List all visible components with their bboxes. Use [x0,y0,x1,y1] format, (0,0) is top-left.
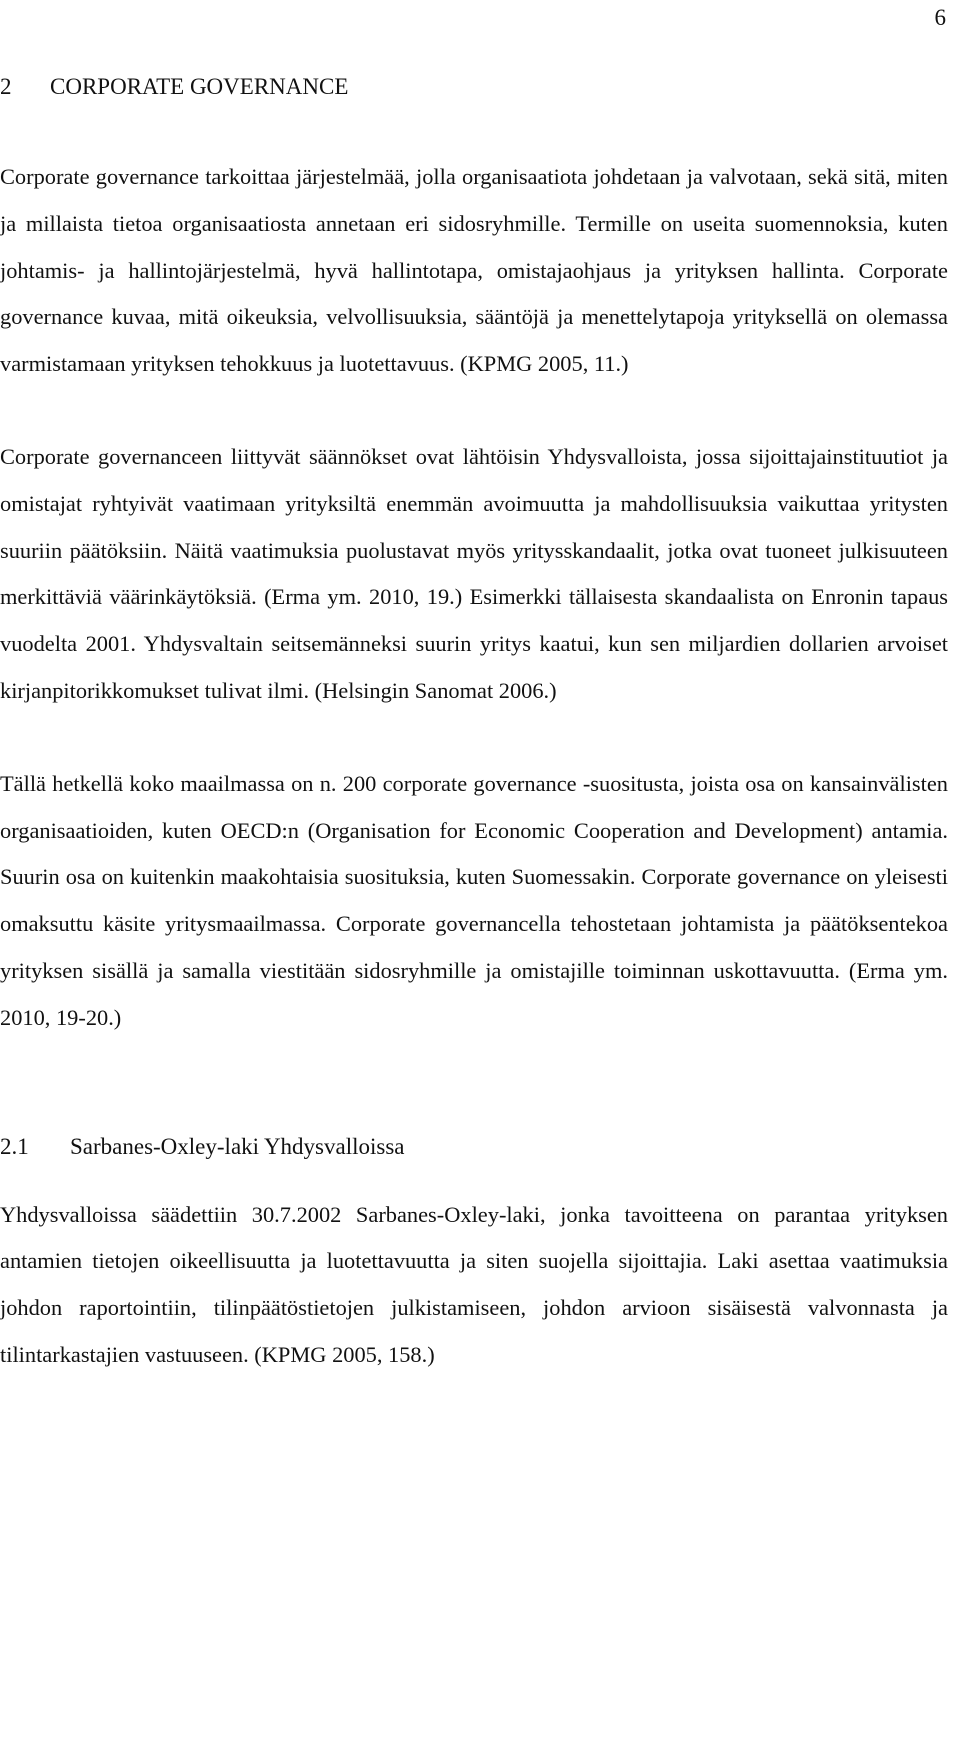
paragraph-recommendations: Tällä hetkellä koko maailmassa on n. 200 corporate governance -suositusta, joista osa on kansainvälisten organisaatioiden, kuten OECD:n (Organisation for Economic Cooperation and Development) antamia. Suurin osa on kuitenkin maakohtaisia suosituksia, kuten Suomessakin. Corporate governance on yleisesti omaksuttu käsite yritysmaailmassa. Corporate governancella tehostetaan johtamista ja päätöksentekoa yrityksen sisällä ja samalla viestitään sidosryhmille ja omistajille toiminnan uskottavuutta. (Erma ym. 2010, 19-20.) [0,770,948,1030]
subsection-title: Sarbanes-Oxley-laki Yhdysvalloissa [70,1133,405,1159]
page-number: 6 [934,5,946,30]
section-title: CORPORATE GOVERNANCE [50,74,349,99]
subsection-heading [0,1132,948,1162]
document-body [0,72,948,1379]
paragraph-definition: Corporate governance tarkoittaa järjestelmää, jolla organisaatiota johdetaan ja valvotaan, sekä sitä, miten ja millaista tietoa organisaatiosta annetaan eri sidosryhmille. Termille on useita suomennoksia, kuten johtamis- ja hallintojärjestelmä, hyvä hallintotapa, omistajaohjaus ja yrityksen hallinta. Corporate governance kuvaa, mitä oikeuksia, velvollisuuksia, sääntöjä ja menettelytapoja yrityksellä on olemassa varmistamaan yrityksen tehokkuus ja luotettavuus. (KPMG 2005, 11.) [0,164,948,377]
subsection-number: 2.1 [0,1133,29,1159]
paragraph-origins: Corporate governanceen liittyvät säännökset ovat lähtöisin Yhdysvalloista, jossa sijoittajainstituutiot ja omistajat ryhtyivät vaatimaan yrityksiltä enemmän avoimuutta ja mahdollisuuksia vaikuttaa yritysten suuriin päätöksiin. Näitä vaatimuksia puolustavat myös yritysskandaalit, jotka ovat tuoneet julkisuuteen merkittäviä väärinkäytöksiä. (Erma ym. 2010, 19.) Esimerkki tällaisesta skandaalista on Enronin tapaus vuodelta 2001. Yhdysvaltain seitsemänneksi suurin yritys kaatui, kun sen miljardien dollarien arvoiset kirjanpitorikkomukset tulivat ilmi. (Helsingin Sanomat 2006.) [0,443,948,703]
section-number: 2 [0,74,12,99]
paragraph-sox: Yhdysvalloissa säädettiin 30.7.2002 Sarbanes-Oxley-laki, jonka tavoitteena on parantaa yrityksen antamien tietojen oikeellisuutta ja luotettavuutta ja siten suojella sijoittajia. Laki asettaa vaatimuksia johdon raportointiin, tilinpäätöstietojen julkistamiseen, johdon arvioon sisäisestä valvonnasta ja tilintarkastajien vastuuseen. (KPMG 2005, 158.) [0,1201,948,1367]
section-heading [0,72,948,102]
